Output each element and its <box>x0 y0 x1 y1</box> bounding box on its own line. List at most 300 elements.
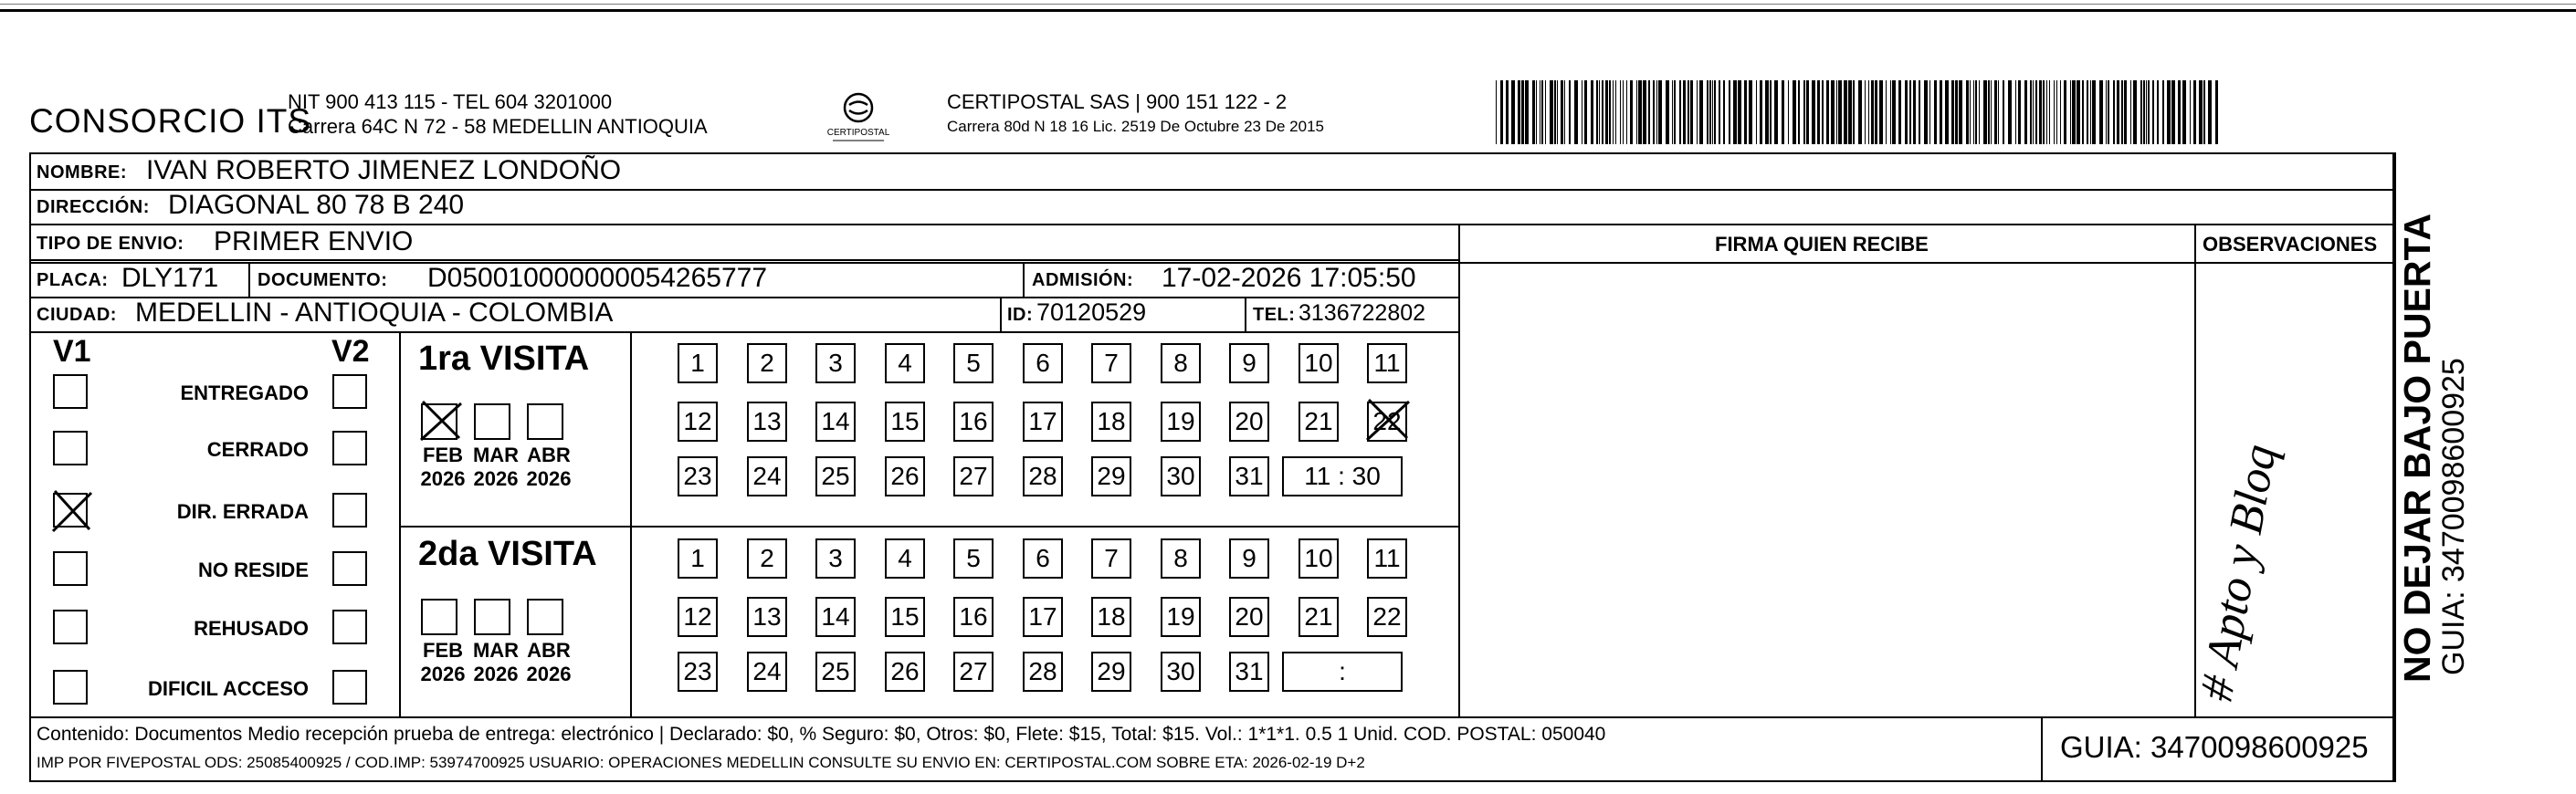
barcode-bar <box>1496 80 1497 144</box>
visit2-day-box[interactable]: 16 <box>953 597 994 637</box>
firma-header: FIRMA QUIEN RECIBE <box>1715 233 1929 256</box>
v2-header: V2 <box>331 334 370 369</box>
barcode-bar <box>2146 80 2147 144</box>
barcode-bar <box>1959 80 1962 144</box>
barcode-bar <box>1760 80 1762 144</box>
barcode-bar <box>1844 80 1847 144</box>
top-rule <box>0 9 2576 12</box>
barcode-bar <box>1738 80 1741 144</box>
barcode-bar <box>2203 80 2205 144</box>
visit2-month-label <box>468 639 523 686</box>
barcode-bar <box>1679 80 1681 144</box>
tipo-envio-label: TIPO DE ENVIO: <box>37 234 184 254</box>
barcode-bar <box>1812 80 1815 144</box>
barcode-bar <box>1623 80 1624 144</box>
barcode-bar <box>1793 80 1796 144</box>
observation-handwriting <box>2187 301 2287 712</box>
barcode-bar <box>1765 80 1769 144</box>
direccion-value: DIAGONAL 80 78 B 240 <box>168 190 465 220</box>
barcode-bar <box>1511 80 1515 144</box>
barcode-bar <box>2190 80 2191 144</box>
barcode-bar <box>1756 80 1757 144</box>
visit2-month-checkbox[interactable] <box>474 599 510 635</box>
col-line <box>2041 716 2043 782</box>
barcode-bar <box>2082 80 2084 144</box>
visit1-month-label <box>521 444 576 491</box>
barcode-bar <box>1561 80 1563 144</box>
barcode-bar <box>1599 80 1600 144</box>
status-option-label: ENTREGADO <box>180 381 309 404</box>
visit2-month-checkbox[interactable] <box>421 599 457 635</box>
col-line <box>399 331 401 716</box>
barcode-bar <box>2030 80 2032 144</box>
barcode-bar <box>2193 80 2196 144</box>
barcode-bar <box>1541 80 1543 144</box>
barcode-bar <box>1744 80 1747 144</box>
visit1-day-box[interactable]: 2 <box>747 343 787 383</box>
direccion-label: DIRECCIÓN: <box>37 197 150 217</box>
month-year: 2026 <box>526 467 572 490</box>
footer-content: Contenido: Documentos Medio recepción prueba de entrega: electrónico | Declarado: $0, % Seguro: $0, Otros: $0, Flete: $15, Total: $15. Vol.: 1*1*1. 0.5 1 Unid. COD. POSTAL: 050040 <box>37 724 1606 745</box>
barcode-bar <box>1871 80 1874 144</box>
visit2-day-box[interactable]: 1 <box>678 538 718 579</box>
barcode-bar <box>1898 80 1901 144</box>
barcode-bar <box>2113 80 2115 144</box>
tel-value: 3136722802 <box>1299 300 1426 326</box>
visit2-month-checkbox[interactable] <box>527 599 563 635</box>
barcode-bar <box>1909 80 1911 144</box>
ciudad-value: MEDELLIN - ANTIOQUIA - COLOMBIA <box>135 298 614 328</box>
month-year: 2026 <box>420 467 466 490</box>
barcode-bar <box>1609 80 1611 144</box>
v2-checkbox[interactable] <box>332 670 367 705</box>
visit1-day-box[interactable]: 29 <box>1091 456 1131 496</box>
logo-text: CERTIPOSTAL <box>826 128 890 138</box>
barcode-bar <box>1770 80 1772 144</box>
col-line <box>248 262 250 297</box>
barcode-bar <box>1666 80 1669 144</box>
barcode-bar <box>1858 80 1862 144</box>
visit2-day-box[interactable]: 24 <box>747 652 787 692</box>
side-guia: GUIA: 3470098600925 <box>2436 358 2471 675</box>
barcode-bar <box>2015 80 2016 144</box>
barcode-bar <box>2035 80 2037 144</box>
barcode-bar <box>1557 80 1558 144</box>
barcode-bar <box>1892 80 1896 144</box>
barcode-bar <box>2070 80 2071 144</box>
row-line <box>29 259 1458 261</box>
visit1-day-box[interactable]: 14 <box>815 402 856 442</box>
visit2-month-label <box>521 639 576 686</box>
barcode-bar <box>1934 80 1937 144</box>
barcode-bar <box>2046 80 2047 144</box>
barcode-bar <box>1690 80 1693 144</box>
visit1-day-box[interactable]: 22 <box>1367 402 1407 442</box>
barcode-bar <box>2024 80 2027 144</box>
barcode-bar <box>1569 80 1571 144</box>
barcode-bar <box>2087 80 2088 144</box>
month-name: FEB <box>423 444 463 466</box>
status-option-label: CERRADO <box>206 438 309 461</box>
visit1-day-check-mark <box>1365 396 1411 442</box>
visit1-month-check-mark <box>419 398 463 442</box>
barcode-bar <box>2092 80 2096 144</box>
barcode-bar <box>1525 80 1529 144</box>
visit1-day-box[interactable]: 7 <box>1091 343 1131 383</box>
placa-value: DLY171 <box>121 263 219 293</box>
barcode-bar <box>1838 80 1842 144</box>
visit1-time-box[interactable]: 11 : 30 <box>1282 456 1403 496</box>
visit1-month-label <box>415 444 470 491</box>
visit2-day-box[interactable]: 22 <box>1367 597 1407 637</box>
documento-label: DOCUMENTO: <box>258 270 388 290</box>
admision-label: ADMISIÓN: <box>1032 270 1134 290</box>
visit1-day-box[interactable]: 3 <box>815 343 856 383</box>
visit2-day-box[interactable]: 26 <box>885 652 925 692</box>
barcode-bar <box>1966 80 1969 144</box>
barcode-bar <box>1602 80 1603 144</box>
barcode-bar <box>1550 80 1553 144</box>
barcode-bar <box>1688 80 1689 144</box>
v2-checkbox[interactable] <box>332 493 367 528</box>
visit1-day-box[interactable]: 17 <box>1023 402 1063 442</box>
month-name: ABR <box>527 639 571 662</box>
barcode-bar <box>1970 80 1971 144</box>
barcode-bar <box>1712 80 1713 144</box>
barcode-bar <box>1929 80 1930 144</box>
barcode-bar <box>2099 80 2103 144</box>
barcode-bar <box>1591 80 1593 144</box>
barcode-bar <box>2064 80 2066 144</box>
barcode-bar <box>1620 80 1621 144</box>
barcode-bar <box>1988 80 1990 144</box>
barcode-bar <box>1626 80 1627 144</box>
barcode-bar <box>2049 80 2050 144</box>
visit2-day-box[interactable]: 8 <box>1161 538 1201 579</box>
sender-brand: CONSORCIO ITS <box>29 102 312 140</box>
visit2-day-box[interactable]: 20 <box>1229 597 1269 637</box>
placa-label: PLACA: <box>37 270 109 290</box>
visit2-day-box[interactable]: 11 <box>1367 538 1407 579</box>
barcode-bar <box>1782 80 1784 144</box>
month-year: 2026 <box>473 663 519 685</box>
footer-guia: GUIA: 3470098600925 <box>2060 730 2369 764</box>
visit1-day-box[interactable]: 26 <box>885 456 925 496</box>
sender-nit: NIT 900 413 115 - TEL 604 3201000 <box>288 90 613 113</box>
visit2-day-box[interactable]: 30 <box>1161 652 1201 692</box>
visit1-month-checkbox[interactable] <box>474 403 510 440</box>
barcode-bar <box>1574 80 1578 144</box>
barcode-bar <box>1865 80 1866 144</box>
col-line <box>1245 297 1246 331</box>
month-name: FEB <box>423 639 463 662</box>
visit1-day-box[interactable]: 4 <box>885 343 925 383</box>
barcode-bar <box>1518 80 1520 144</box>
top-thin-rule <box>0 4 2576 5</box>
sender-address: Carrera 64C N 72 - 58 MEDELLIN ANTIOQUIA <box>288 115 708 138</box>
barcode-bar <box>1983 80 1987 144</box>
visit2-title: 2da VISITA <box>418 535 597 573</box>
visit2-day-box[interactable]: 15 <box>885 597 925 637</box>
visit1-day-box[interactable]: 5 <box>953 343 994 383</box>
barcode-bar <box>2162 80 2164 144</box>
visit2-day-box[interactable]: 25 <box>815 652 856 692</box>
visit1-day-box[interactable]: 28 <box>1023 456 1063 496</box>
visit1-month-label <box>468 444 523 491</box>
barcode-bar <box>1656 80 1657 144</box>
barcode-bar <box>2157 80 2159 144</box>
visit2-day-box[interactable]: 9 <box>1229 538 1269 579</box>
visit2-day-box[interactable]: 13 <box>747 597 787 637</box>
v2-checkbox[interactable] <box>332 610 367 644</box>
month-name: MAR <box>472 639 520 662</box>
barcode-bar <box>2056 80 2057 144</box>
visit1-day-box[interactable]: 9 <box>1229 343 1269 383</box>
barcode-bar <box>1554 80 1556 144</box>
barcode-bar <box>1648 80 1650 144</box>
barcode-bar <box>1879 80 1883 144</box>
barcode-bar <box>1683 80 1686 144</box>
barcode-bar <box>1919 80 1920 144</box>
visit1-day-box[interactable]: 20 <box>1229 402 1269 442</box>
visit2-day-box[interactable]: 7 <box>1091 538 1131 579</box>
barcode-bar <box>1749 80 1752 144</box>
barcode-bar <box>1630 80 1633 144</box>
barcode-bar <box>2182 80 2186 144</box>
barcode-bar <box>1636 80 1637 144</box>
barcode-bar <box>2108 80 2109 144</box>
barcode-bar <box>1848 80 1852 144</box>
barcode-bar <box>1826 80 1829 144</box>
visit1-month-checkbox[interactable] <box>421 403 457 440</box>
barcode-bar <box>1707 80 1709 144</box>
barcode-bar <box>2018 80 2021 144</box>
visit2-day-box[interactable]: 28 <box>1023 652 1063 692</box>
id-value: 70120529 <box>1036 298 1147 326</box>
barcode-bar <box>2008 80 2012 144</box>
barcode-icon <box>1494 80 2224 144</box>
visit1-day-box[interactable]: 16 <box>953 402 994 442</box>
barcode-bar <box>2117 80 2119 144</box>
barcode-bar <box>1699 80 1703 144</box>
barcode-bar <box>2143 80 2145 144</box>
footer-print-info: IMP POR FIVEPOSTAL ODS: 25085400925 / COD.IMP: 53974700925 USUARIO: OPERACIONES MEDELLIN CONSULTE SU ENVIO EN: CERTIPOSTAL.COM SOBRE ETA: 2026-02-19 D+2 <box>37 754 1365 771</box>
barcode-bar <box>1979 80 1980 144</box>
barcode-bar <box>1723 80 1725 144</box>
barcode-bar <box>1803 80 1805 144</box>
barcode-bar <box>1613 80 1614 144</box>
barcode-bar <box>1940 80 1942 144</box>
visit1-day-box[interactable]: 30 <box>1161 456 1201 496</box>
admision-value: 17-02-2026 17:05:50 <box>1162 263 1416 293</box>
barcode-bar <box>1672 80 1673 144</box>
barcode-bar <box>2039 80 2042 144</box>
observation-text: # Apto y Bloq <box>2190 440 2287 705</box>
row-line <box>399 526 1458 528</box>
visit2-day-box[interactable]: 5 <box>953 538 994 579</box>
visit1-day-box[interactable]: 12 <box>678 402 718 442</box>
barcode-bar <box>2060 80 2061 144</box>
visit2-month-label <box>415 639 470 686</box>
barcode-bar <box>1817 80 1820 144</box>
barcode-bar <box>1653 80 1655 144</box>
barcode-bar <box>1674 80 1676 144</box>
barcode-bar <box>2043 80 2045 144</box>
barcode-bar <box>1536 80 1537 144</box>
barcode-bar <box>2215 80 2218 144</box>
barcode-bar <box>2199 80 2203 144</box>
month-name: ABR <box>527 444 571 466</box>
sender-info <box>288 89 708 139</box>
barcode-bar <box>1658 80 1662 144</box>
v2-checkbox[interactable] <box>332 551 367 586</box>
barcode-bar <box>2033 80 2034 144</box>
visit1-day-box[interactable]: 1 <box>678 343 718 383</box>
barcode-bar <box>2072 80 2076 144</box>
barcode-bar <box>1913 80 1916 144</box>
barcode-bar <box>2003 80 2004 144</box>
barcode-bar <box>1596 80 1598 144</box>
visit1-day-box[interactable]: 13 <box>747 402 787 442</box>
visit1-day-box[interactable]: 10 <box>1299 343 1339 383</box>
col-line <box>1000 297 1002 331</box>
ciudad-label: CIUDAD: <box>37 305 117 325</box>
visit1-day-box[interactable]: 31 <box>1229 456 1269 496</box>
barcode-bar <box>1774 80 1778 144</box>
visit1-day-box[interactable]: 18 <box>1091 402 1131 442</box>
barcode-bar <box>2171 80 2175 144</box>
barcode-bar <box>1545 80 1546 144</box>
visit1-day-box[interactable]: 27 <box>953 456 994 496</box>
barcode-bar <box>2167 80 2171 144</box>
status-option-label: DIR. ERRADA <box>176 500 309 523</box>
barcode-bar <box>1973 80 1974 144</box>
barcode-bar <box>1955 80 1958 144</box>
barcode-bar <box>2140 80 2142 144</box>
month-year: 2026 <box>526 663 572 685</box>
visit2-day-box[interactable]: 12 <box>678 597 718 637</box>
no-dejar-bajo-puerta: NO DEJAR BAJO PUERTA <box>2396 213 2438 683</box>
visit2-day-box[interactable]: 2 <box>747 538 787 579</box>
barcode-bar <box>1798 80 1800 144</box>
barcode-bar <box>2208 80 2212 144</box>
visit1-day-box[interactable]: 25 <box>815 456 856 496</box>
visit2-day-box[interactable]: 29 <box>1091 652 1131 692</box>
barcode-bar <box>1733 80 1737 144</box>
barcode-bar <box>2130 80 2131 144</box>
barcode-bar <box>1719 80 1720 144</box>
visit1-day-box[interactable]: 15 <box>885 402 925 442</box>
barcode-bar <box>1729 80 1730 144</box>
tel-label: TEL: <box>1253 305 1296 325</box>
barcode-bar <box>2054 80 2055 144</box>
barcode-bar <box>1945 80 1949 144</box>
visit2-day-box[interactable]: 6 <box>1023 538 1063 579</box>
visit1-day-box[interactable]: 23 <box>678 456 718 496</box>
barcode-bar <box>1532 80 1535 144</box>
barcode-bar <box>1994 80 1997 144</box>
barcode-bar <box>1638 80 1642 144</box>
visit2-day-box[interactable]: 19 <box>1161 597 1201 637</box>
barcode-bar <box>1975 80 1977 144</box>
barcode-bar <box>1991 80 1992 144</box>
barcode-bar <box>1890 80 1891 144</box>
visit1-day-box[interactable]: 19 <box>1161 402 1201 442</box>
month-year: 2026 <box>420 663 466 685</box>
carrier-address: Carrera 80d N 18 16 Lic. 2519 De Octubre 23 De 2015 <box>947 118 1324 135</box>
status-option-label: DIFICIL ACCESO <box>147 677 309 700</box>
visit2-time-box[interactable]: : <box>1282 652 1403 692</box>
documento-value: D050010000000054265777 <box>427 263 768 293</box>
barcode-bar <box>1831 80 1835 144</box>
barcode-bar <box>1875 80 1877 144</box>
nombre-label: NOMBRE: <box>37 162 128 183</box>
col-line <box>1458 224 1460 716</box>
visit1-month-checkbox[interactable] <box>527 403 563 440</box>
visit1-day-box[interactable]: 6 <box>1023 343 1063 383</box>
visit2-day-box[interactable]: 10 <box>1299 538 1339 579</box>
barcode-bar <box>2106 80 2107 144</box>
visit2-day-box[interactable]: 21 <box>1299 597 1339 637</box>
visit2-day-box[interactable]: 31 <box>1229 652 1269 692</box>
visit2-day-box[interactable]: 23 <box>678 652 718 692</box>
row-line <box>29 716 2394 718</box>
v2-checkbox[interactable] <box>332 374 367 409</box>
barcode-bar <box>2121 80 2123 144</box>
barcode-bar <box>1615 80 1616 144</box>
barcode-bar <box>2124 80 2127 144</box>
side-notice-block <box>2397 214 2470 683</box>
visit2-day-box[interactable]: 4 <box>885 538 925 579</box>
row-line <box>29 331 1458 333</box>
visit2-day-box[interactable]: 27 <box>953 652 994 692</box>
barcode-bar <box>1868 80 1869 144</box>
visit2-day-box[interactable]: 18 <box>1091 597 1131 637</box>
barcode-bar <box>1836 80 1837 144</box>
visit1-day-box[interactable]: 8 <box>1161 343 1201 383</box>
observaciones-header: OBSERVACIONES <box>2203 233 2378 256</box>
visit2-day-box[interactable]: 3 <box>815 538 856 579</box>
visit2-day-box[interactable]: 17 <box>1023 597 1063 637</box>
barcode-bar <box>1905 80 1908 144</box>
barcode-bar <box>1822 80 1824 144</box>
barcode-bar <box>1643 80 1646 144</box>
barcode-bar <box>1605 80 1608 144</box>
barcode-bar <box>2077 80 2080 144</box>
visit1-day-box[interactable]: 11 <box>1367 343 1407 383</box>
visit2-day-box[interactable]: 14 <box>815 597 856 637</box>
col-line <box>630 331 632 716</box>
visit1-day-box[interactable]: 21 <box>1299 402 1339 442</box>
id-label: ID: <box>1007 305 1034 325</box>
status-option-label: REHUSADO <box>194 617 309 640</box>
month-name: MAR <box>472 444 520 466</box>
visit1-day-box[interactable]: 24 <box>747 456 787 496</box>
barcode-bar <box>2133 80 2137 144</box>
barcode-bar <box>2148 80 2150 144</box>
carrier-info <box>947 89 1324 139</box>
v2-checkbox[interactable] <box>332 431 367 465</box>
carrier-name: CERTIPOSTAL SAS | 900 151 122 - 2 <box>947 90 1288 113</box>
barcode-bar <box>1584 80 1587 144</box>
barcode-bar <box>1500 80 1503 144</box>
nombre-value: IVAN ROBERTO JIMENEZ LONDOÑO <box>146 155 622 185</box>
barcode-bar <box>2178 80 2181 144</box>
barcode-bar <box>1714 80 1716 144</box>
barcode-bar <box>2090 80 2091 144</box>
barcode-bar <box>1506 80 1509 144</box>
barcode-bar <box>1951 80 1954 144</box>
